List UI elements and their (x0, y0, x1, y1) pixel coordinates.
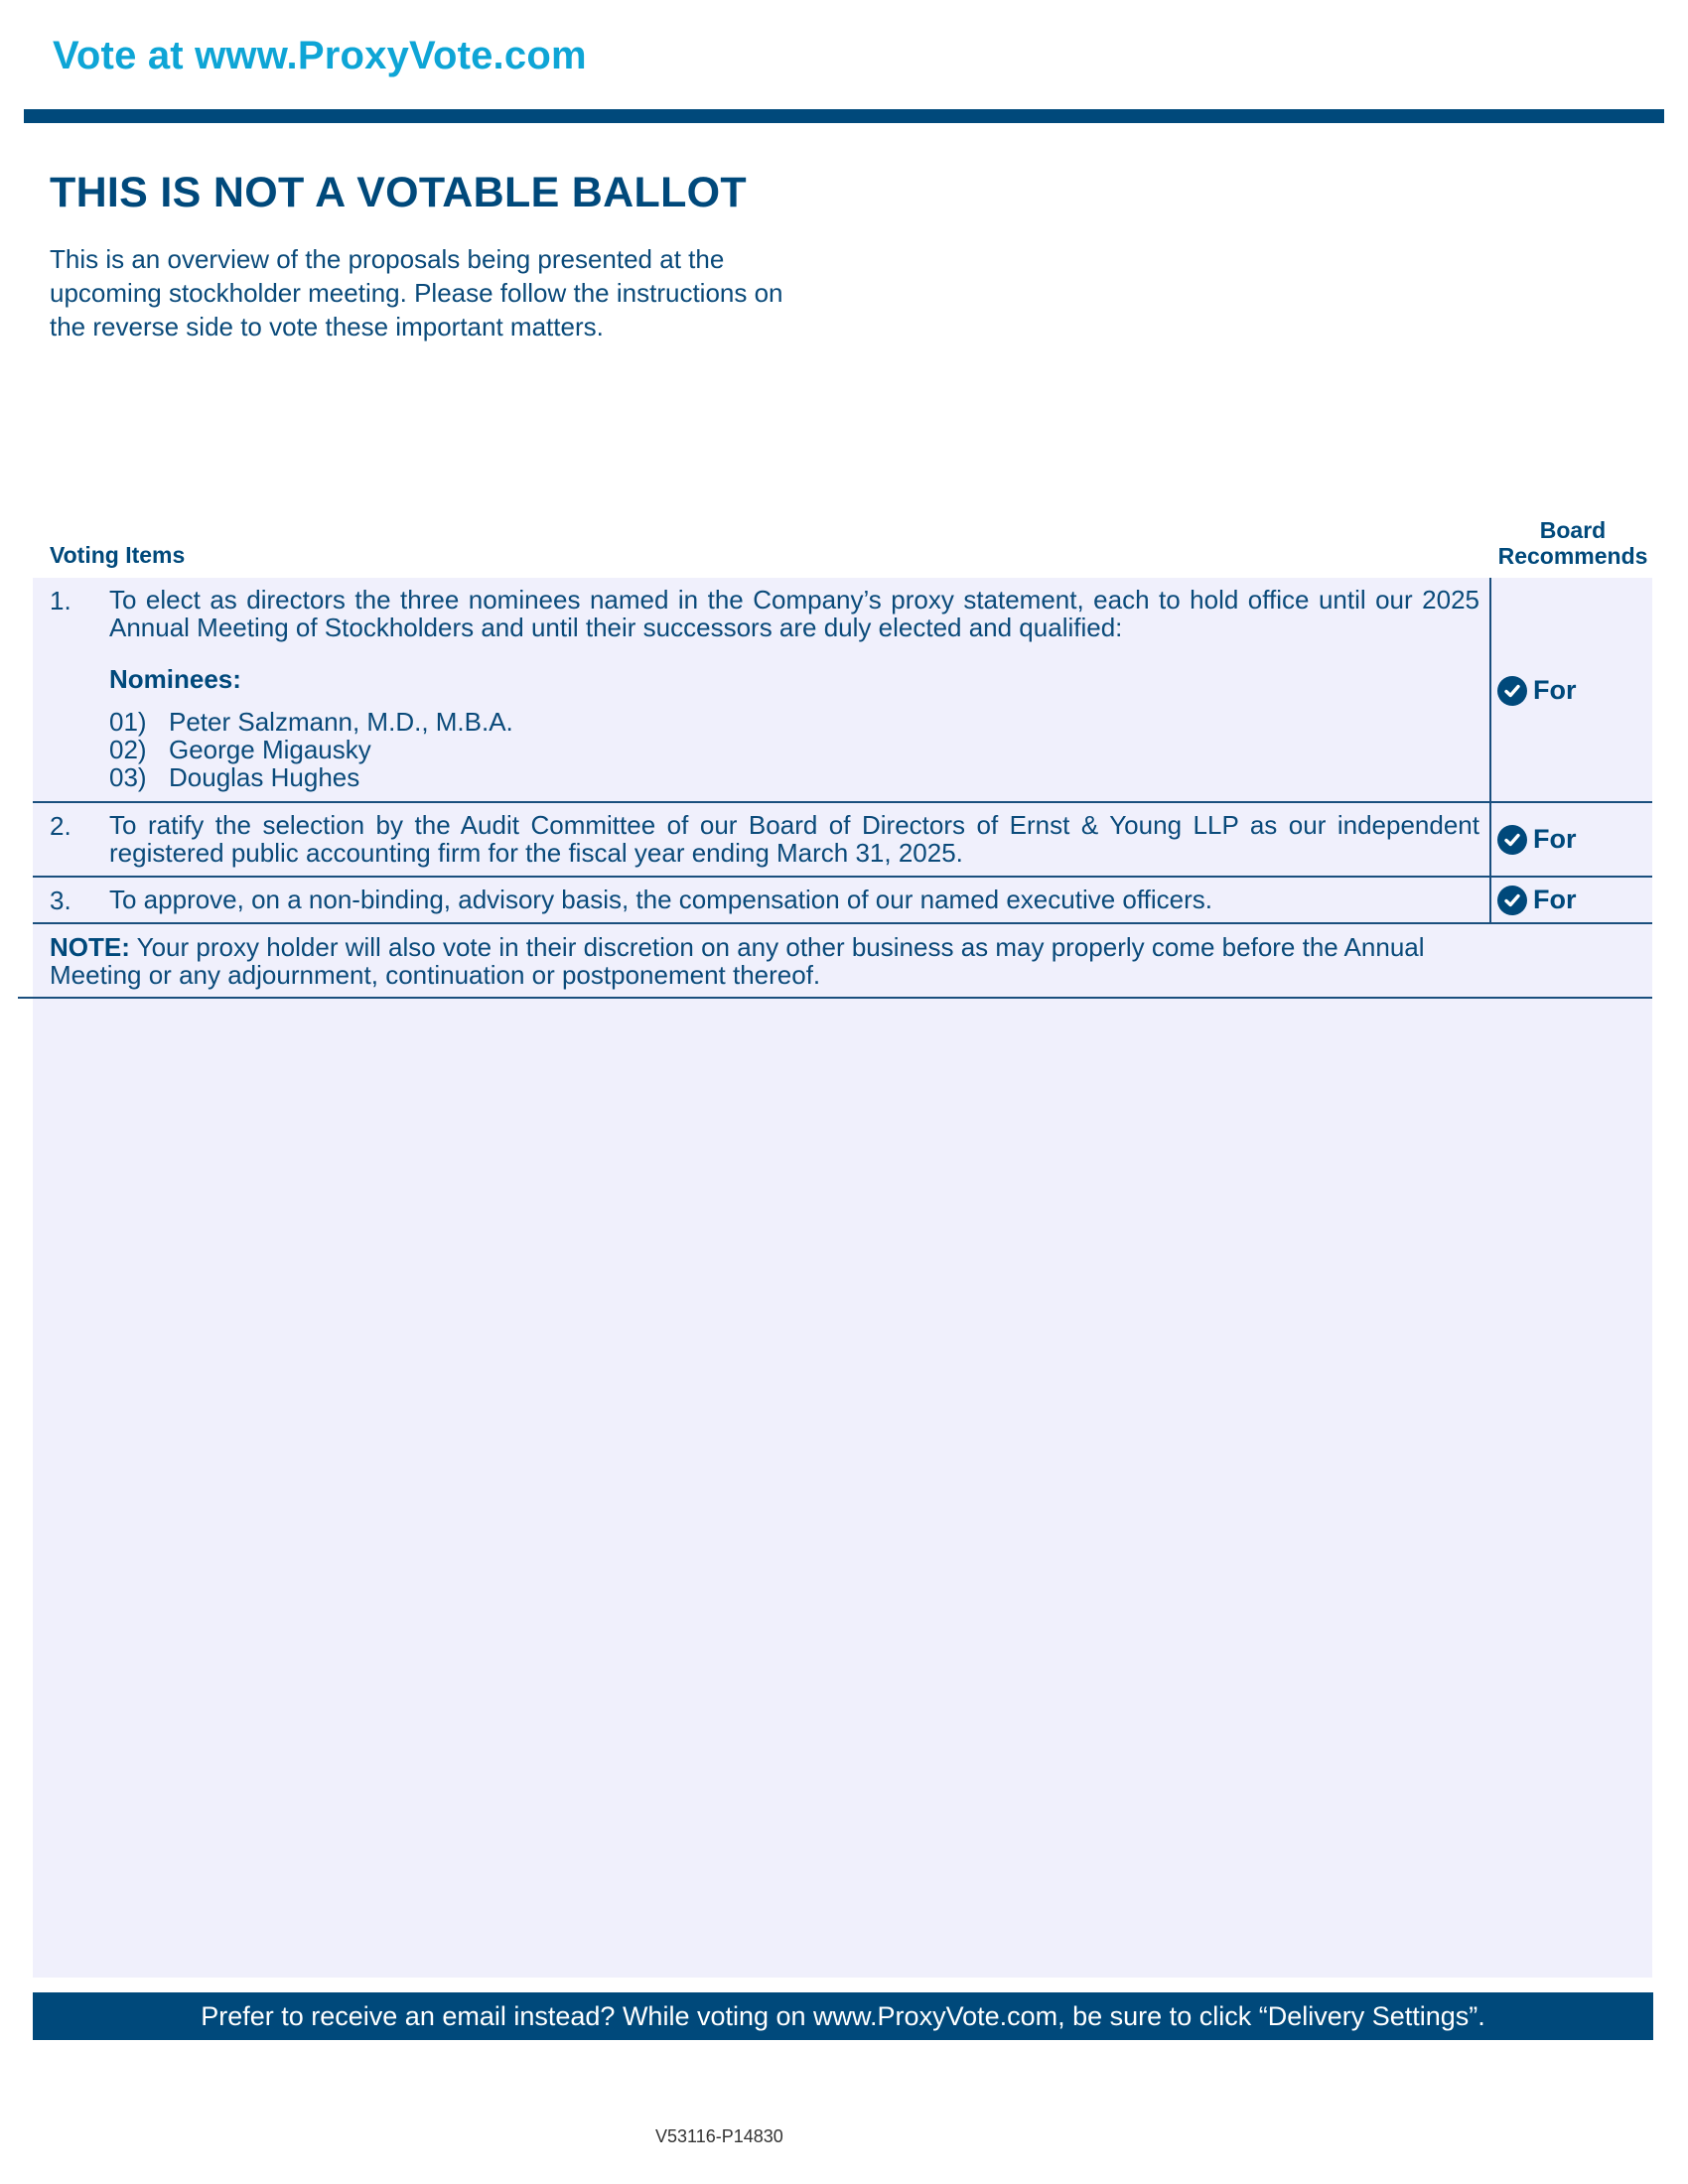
item-2-recommendation (1497, 824, 1577, 855)
item-2-number: 2. (50, 811, 71, 841)
delivery-settings-banner (33, 1992, 1653, 2040)
nominee-number: 03) (109, 762, 147, 792)
item-3-number: 3. (50, 886, 71, 915)
intro-paragraph (50, 242, 844, 343)
checkmark-circle-icon (1497, 825, 1527, 855)
note-paragraph (50, 933, 1479, 989)
board-recommends-line1: Board (1539, 517, 1607, 543)
nominees-label: Nominees: (109, 664, 241, 694)
nominee-name: Peter Salzmann, M.D., M.B.A. (169, 707, 513, 737)
checkmark-circle-icon (1497, 886, 1527, 915)
nominee-name: Douglas Hughes (169, 762, 360, 792)
nominee-number: 01) (109, 707, 147, 737)
document-code: V53116-P14830 (655, 2126, 783, 2146)
voting-items-header: Voting Items (50, 542, 186, 568)
item-1-text: To elect as directors the three nominees named in the Company’s proxy statement, each to hold office until our 2025 Annual Meeting of Stockholders and until their successors are duly elected and qualified: (109, 585, 1479, 642)
row-divider (33, 801, 1652, 803)
board-recommends-line2: Recommends (1497, 543, 1648, 569)
item-1-recommendation (1497, 675, 1577, 706)
intro-line: This is an overview of the proposals being presented at the (50, 244, 725, 274)
item-3-recommendation (1497, 885, 1577, 915)
note-text: Your proxy holder will also vote in their discretion on any other business as may properly come before the Annual Meeting or any adjournment, continuation or postponement thereof. (50, 932, 1425, 990)
header-divider (24, 109, 1664, 123)
delivery-settings-text: Prefer to receive an email instead? While voting on www.ProxyVote.com, be sure to click “Delivery Settings”. (201, 2000, 1485, 2031)
note-label: NOTE: (50, 932, 130, 962)
nominee-item (109, 736, 513, 763)
proxyvote-url-heading: Vote at www.ProxyVote.com (53, 34, 587, 77)
checkmark-circle-icon (1497, 676, 1527, 706)
board-recommends-header (1492, 517, 1653, 569)
nominee-item (109, 708, 513, 736)
row-divider (33, 922, 1652, 924)
note-divider (18, 997, 1652, 999)
item-3-text: To approve, on a non-binding, advisory basis, the compensation of our named executive officers. (109, 885, 1212, 914)
intro-line: the reverse side to vote these important matters. (50, 312, 604, 341)
nominee-name: George Migausky (169, 735, 371, 764)
nominee-number: 02) (109, 735, 147, 764)
recommendation-label: For (1533, 885, 1577, 914)
column-divider (1489, 578, 1491, 923)
item-1-number: 1. (50, 586, 71, 615)
item-2-text: To ratify the selection by the Audit Committee of our Board of Directors of Ernst & Young LLP as our independent registered public accounting firm for the fiscal year ending March 31, 2025. (109, 810, 1479, 868)
recommendation-label: For (1533, 675, 1577, 705)
intro-line: upcoming stockholder meeting. Please follow the instructions on (50, 278, 783, 308)
row-divider (33, 876, 1652, 878)
recommendation-label: For (1533, 824, 1577, 854)
page-title: THIS IS NOT A VOTABLE BALLOT (50, 169, 747, 216)
nominee-item (109, 763, 513, 791)
nominees-list (109, 708, 513, 791)
